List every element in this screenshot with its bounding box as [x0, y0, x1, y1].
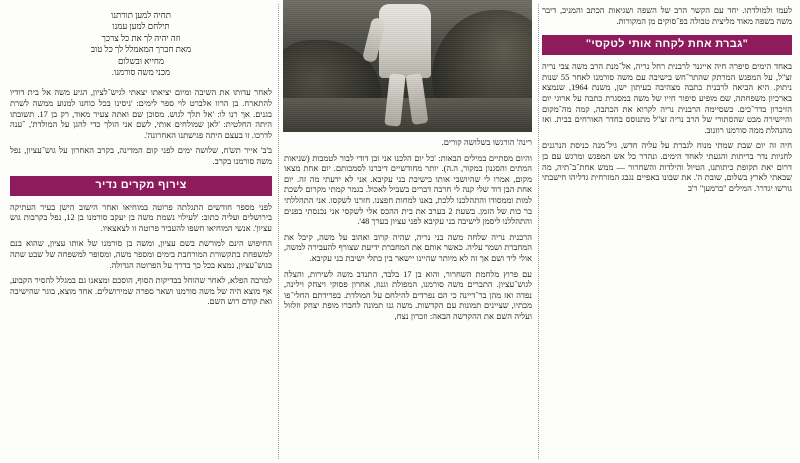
- verse-line-5: מחייא ובשלום: [118, 55, 164, 66]
- right-intro-paragraph: לעמו ולמולדתו. יחד עם הקשר הרב של השפה ושגיאות הכתב והמניכ, דיבר משה בשפה מאוד מליצית טבולה בפ־סוקים מן המקורות.: [542, 6, 792, 26]
- verse-line-4: מאת חברך המאמלל לך כל טוב: [90, 44, 192, 55]
- right-paragraph-2: חיה זה יום שבת שמתי מנוח לגברת על עליה חדש, גיל־מנה כניסת הנרגנים לחניות נדר בריתות והגעתי לאחד הימים. ונהדר כל אש המפגש ומרגש עם בן דרום יאת תקופת כיתותנו, הטיול והילדות והשחרור — ממש אחת־ב־תיה, מה שבאתי לארץ בשלום, שובת ה'. את שבונו באפיים נגבג המזרחית גדליהו חישבתי גורשו יגדרו'. המילים "ברמען" ר'ב: [542, 141, 792, 193]
- verse-line-1: תחיה למען תורתנו: [111, 10, 171, 20]
- section-heading-rare-coincidence: צירוף מקרים נדיר: [10, 176, 272, 196]
- column-right: [542, 0, 792, 199]
- mid-paragraph-1: רינה' הורגשו בשלושה קורים.: [441, 138, 532, 147]
- left-paragraph-2: ב'ב' אייר תש'ח, שלושה ימים לפני קום המדינה, בקרב האחרון על גוש־עציון, נפל משה סורמנו בקרב.: [10, 146, 272, 166]
- column-middle: [284, 0, 532, 328]
- verse-block: [10, 10, 272, 78]
- verse-line-3: וזה יהיה לך את כל צרכך: [101, 32, 181, 43]
- right-paragraph-1: באחד הימים סיפרה חיה אייגנר לרבנית רחל נריה, אל־מנת הרב משה צבי נריה זצ"ל, על המפגש המרתק שהתר־חש בישיבה עם משה סורמנו לאחר 55 שנות ניתוק. היא הביאה לרבנית כתבה מצהיבה בעיתון ישן, משנת 1964, שנמצא בארכיון משפחתה, שם מופיע סיפור חייו של משה במסגרת כתבה על ארוגי יום הזיכרון בדר־כים. כשסיימה הרבנית נריה לקרוא את הכתבה, קמה מה־מקום והיישירה מבט שהסתורי של הרב נריה זצ"ל מתנוסס בחדר האורחים בבית. ואז מהנהלת ממה סורמנו רוזנוב.: [542, 62, 792, 135]
- column-left: [10, 0, 272, 313]
- section-heading-taxi: "גברת אחת לקחה אותי לטקסי": [542, 35, 792, 55]
- left-paragraph-1: לאחר עדותו את השיבה ומיום יציאתו יצאתי לגיש־לציון, הגיע משה אל בית דודיו להתארח. בן הרוו אלברט לוי ספר לימים: 'ניסינו בכל כוחנו למנוע ממשה לשרת בגנים. אך רנו לו: 'אל תלך לגוש. מסוכן שם ואתה צעיר מאוד, רק בן 17. תשובתו היתה החלטית: 'לאן שמולחים אותי, לשם אני הולך כדי להגן על המולדת', ־ענה לדרכו. זו בעצם היתה פגישתנו האחרונה'.: [10, 88, 272, 140]
- mid-paragraph-2: והיום מסתיים במילים הבאות: 'כל יום הלכנו אני ובן דודי לבור לטמבות (שניאות המתים והסגנון במקור, ה.ה). יותר מחודשיים דיברנו לסמכותם. יום אחת מצאו מקום, אמרו לי שהיושבי אותו כישיבת בני עקיבא. אני לא ידעתי מה זה. יום אחת הבן דוד שלי קנה לי חרבה דברים בשביל לאכול. בגמר קמתי מקרום לשכת למות וממסודו והתהלכנו ללכת, באנו למחות חפצנו. חזרנו לשקסו. אני התהללתי בר כות של הזמן. בשעת 2 בערב את בית ההכס אלי לשקסי אני נכנסתי בפנים והתהללנו ליסמן לישיבה בני עקיבא לפני עציון בערך 48'.: [284, 153, 532, 227]
- left-section-paragraph-3: למרבה הפלא, לאחר שהוחל בבדיקות הסוף, הוסכם ומצאנו גם במגלל להסיר הקבוע, אף מוצא היה של משה סורמנו ושאר ספרה שמירושלים. אחד מוצא, בוגר שהישיבה ואת קודם רוש השם.: [10, 276, 272, 307]
- mid-paragraph-3: הרבנית נריה שלחה משה בני נריה, שהיה קרוב ואהוב על משה, קיבל את המחברת ושמר עליה. כאשר אותם את המחברת ידיעת שצורף להעבירה למשה, אולי ליד ושם אך זה לא מיותר שהיינו יישאר בין כתלי ישיבת בני עקיבא.: [284, 232, 532, 263]
- mid-paragraph-4: עם פרוץ מלחמת השחרור, והוא בן 17 בלבד, התנדב משה לשירות, והצלה לגוש־עציון. התברים משה סורמנו, המפולת וגנוז, אחרון פסוקי ויצחק וילינה, נפדה ואז מהן בר־דיינה כי הם נפרדים להילחם על המולדת. בפרידתם החלי־פו מכתיו, שציינים תמונות עם הקדשות. משה גנז תמונה לחברו מופת יצחק וזלזול ועליה השם את ההקדשה הבאה: וזכרון נצח,: [284, 269, 532, 321]
- left-section-paragraph-1: לפני מספר חודשים התגלתה פרוטה במוחיאו ואחר הישוב הישן בעיר העתיקה בירושלים ועליה כתוב: 'לעילוי נשמת משה בן יעקב סורמנו בן 12, נפל בקרבות גוש עציון'. אנשי המוחיאו חשפו להעביר פרוטה זו לצאצאיו.: [10, 202, 272, 233]
- column-divider-1: [538, 4, 539, 459]
- verse-line-6: מכני משה סורמנו.: [111, 67, 171, 78]
- verse-line-2: תילחם למען עמנו: [112, 21, 170, 32]
- column-divider-2: [278, 4, 279, 459]
- left-section-paragraph-2: החיפוש הינם למורשת בשם עציון, ומשה בן סורמנו של אותו עציון, שהוא בנם למשפחת בתקשורת המורחבת בימים ומספר משה, ומסופר למשפחה של שבט שתה בגוש־עציון, נמצא בכל כך בדרך על הפרוטה הגדולה.: [10, 239, 272, 270]
